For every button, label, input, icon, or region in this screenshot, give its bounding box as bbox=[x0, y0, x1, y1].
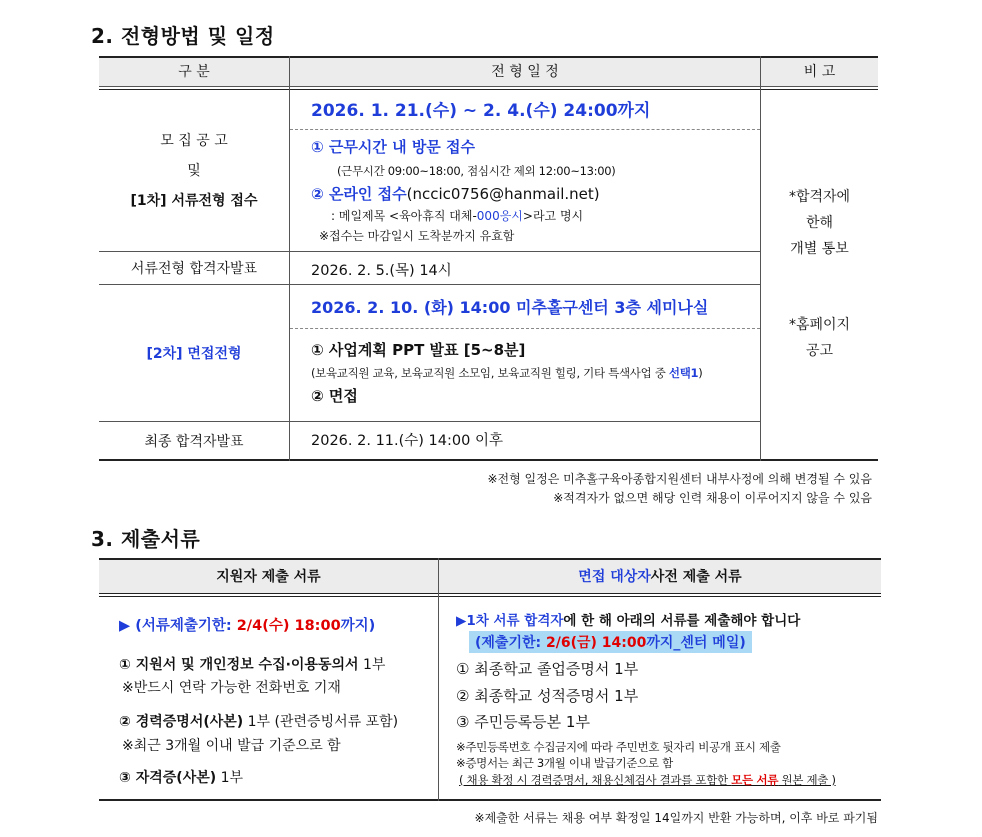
interview-schedule: 2026. 2. 10. (화) 14:00 미추홀구센터 3층 세미나실 bbox=[311, 298, 709, 317]
mail-subject-note: : 메일제목 <육아휴직 대체-000응시>라고 명시 bbox=[331, 209, 584, 223]
final-result-date: 2026. 2. 11.(수) 14:00 이후 bbox=[311, 433, 503, 449]
ppt-topic-note: (보육교직원 교육, 보육교직원 소모임, 보육교직원 힐링, 기타 특색사업 중 선택1) bbox=[311, 366, 703, 380]
office-hours-note: (근무시간 09:00~18:00, 점심시간 제외 12:00~13:00) bbox=[337, 164, 616, 178]
section-title-schedule: 2. 전형방법 및 일정 bbox=[91, 24, 275, 48]
interview-item-ppt: ① 사업계획 PPT 발표 [5~8분] bbox=[311, 341, 526, 359]
remark-individual-notice: *합격자에 한해 개별 통보 bbox=[788, 189, 851, 257]
applicant-doc-2: ② 경력증명서(사본) 1부 (관련증빙서류 포함) bbox=[119, 714, 399, 730]
section-title-documents: 3. 제출서류 bbox=[91, 527, 201, 551]
table-bottom-border bbox=[99, 459, 878, 461]
schedule-footnote-1: ※전형 일정은 미추홀구육아종합지원센터 내부사정에 의해 변경될 수 있음 bbox=[487, 472, 872, 486]
row1-label: 모 집 공 고 및 [1차] 서류전형 접수 bbox=[130, 133, 258, 209]
email-address[interactable]: (nccic0756@hanmail.net) bbox=[406, 185, 600, 203]
header-interviewee-docs: 면접 대상자 사전 제출 서류 bbox=[578, 568, 742, 585]
method-online: ② 온라인 접수(nccic0756@hanmail.net) bbox=[311, 185, 600, 203]
interviewee-intro: ▶1차 서류 합격자에 한 해 아래의 서류를 제출해야 합니다 bbox=[456, 613, 801, 629]
applicant-doc-3: ③ 자격증(사본) 1부 bbox=[119, 770, 244, 786]
interviewee-note-1: ※주민등록번호 수집금지에 따라 주민번호 뒷자리 비공개 표시 제출 bbox=[456, 740, 781, 754]
row2-label: 서류전형 합격자발표 bbox=[130, 261, 258, 277]
interviewee-doc-2: ② 최종학교 성적증명서 1부 bbox=[456, 687, 639, 705]
documents-table bbox=[99, 558, 881, 801]
row4-label: 최종 합격자발표 bbox=[144, 433, 244, 450]
deadline-note: ※접수는 마감일시 도착분까지 유효함 bbox=[319, 229, 515, 243]
schedule-footnote-2: ※적격자가 없으면 해당 인력 채용이 이루어지지 않을 수 있음 bbox=[553, 491, 872, 505]
header-category: 구 분 bbox=[178, 64, 210, 80]
header-schedule: 전 형 일 정 bbox=[491, 64, 559, 80]
applicant-doc-1-note: ※반드시 연락 가능한 전화번호 기재 bbox=[122, 680, 341, 696]
applicant-doc-2-note: ※최근 3개월 이내 발급 기준으로 함 bbox=[122, 738, 341, 754]
method-visit: ① 근무시간 내 방문 접수 bbox=[311, 138, 475, 156]
row3-label: [2차] 면접전형 bbox=[146, 346, 242, 362]
remark-homepage-notice: *홈페이지 공고 bbox=[788, 317, 851, 359]
interviewee-note-2: ※증명서는 최근 3개월 이내 발급기준으로 함 bbox=[456, 756, 673, 770]
schedule-table bbox=[99, 56, 878, 461]
interview-item-interview: ② 면접 bbox=[311, 387, 358, 405]
applicant-doc-1: ① 지원서 및 개인정보 수집·이용동의서 1부 bbox=[119, 657, 386, 673]
application-period: 2026. 1. 21.(수) ~ 2. 4.(수) 24:00까지 bbox=[311, 101, 651, 121]
documents-footnote: ※제출한 서류는 채용 여부 확정일 14일까지 반환 가능하며, 이후 바로 파기됨 bbox=[474, 811, 878, 825]
document-result-date: 2026. 2. 5.(목) 14시 bbox=[311, 263, 452, 279]
interviewee-deadline: (제출기한: 2/6(금) 14:00까지_센터 메일) bbox=[469, 631, 752, 653]
interviewee-doc-1: ① 최종학교 졸업증명서 1부 bbox=[456, 660, 639, 678]
interviewee-doc-3: ③ 주민등록등본 1부 bbox=[456, 713, 590, 731]
header-applicant-docs: 지원자 제출 서류 bbox=[216, 568, 321, 585]
applicant-deadline: ▶ (서류제출기한: 2/4(수) 18:00까지) bbox=[119, 618, 376, 634]
interviewee-note-3: ( 채용 확정 시 경력증명서, 채용신체검사 결과를 포함한 모든 서류 원본 제출 ) bbox=[459, 773, 836, 787]
header-remarks: 비 고 bbox=[803, 64, 836, 80]
